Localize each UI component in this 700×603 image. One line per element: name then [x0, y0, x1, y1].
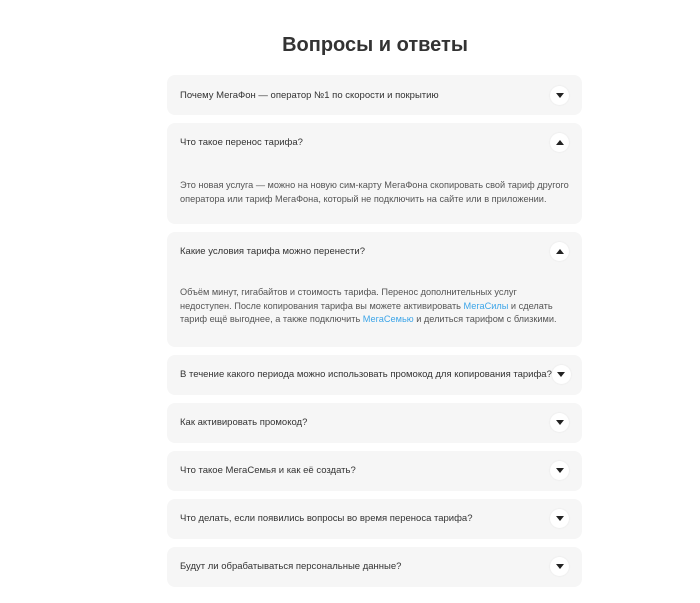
faq-item-megasemya — [167, 451, 582, 491]
chevron-up-icon[interactable] — [550, 242, 569, 261]
faq-question-text: Какие условия тарифа можно перенести? — [180, 246, 365, 257]
answer-text-part: Объём минут, гигабайтов и стоимость тарифа. Перенос дополнительных услуг недоступен. После копирования тарифа вы можете активировать — [180, 287, 517, 311]
faq-question-text: Будут ли обрабатываться персональные данные? — [180, 561, 402, 572]
chevron-down-icon[interactable] — [550, 413, 569, 432]
faq-answer-transfer — [167, 162, 582, 224]
faq-answer-text — [180, 286, 569, 327]
faq-question-text: Как активировать промокод? — [180, 417, 308, 428]
faq-question-promo-period[interactable] — [167, 355, 582, 395]
answer-text-part: и делиться тарифом с близкими. — [413, 314, 557, 324]
megasily-link[interactable]: МегаСилы — [463, 300, 509, 311]
page-title: Вопросы и ответы — [282, 34, 468, 56]
faq-item-questions-during-transfer — [167, 499, 582, 539]
chevron-down-icon[interactable] — [550, 461, 569, 480]
faq-question-text: В течение какого периода можно использовать промокод для копирования тарифа? — [180, 369, 552, 380]
chevron-down-icon[interactable] — [550, 557, 569, 576]
faq-item-transfer — [167, 123, 582, 224]
faq-answer-conditions — [167, 271, 582, 347]
faq-answer-text: Это новая услуга — можно на новую сим-карту МегаФона скопировать свой тариф другого оператора или тариф МегаФона, который не подключить на сайте или в приложении. — [180, 180, 569, 204]
faq-item-operator — [167, 75, 582, 115]
faq-question-conditions[interactable] — [167, 232, 582, 271]
chevron-up-icon[interactable] — [550, 133, 569, 152]
chevron-down-icon[interactable] — [550, 86, 569, 105]
faq-question-megasemya[interactable] — [167, 451, 582, 491]
faq-item-activate-promo — [167, 403, 582, 443]
answer-text-part: и сделать тариф ещё выгоднее, а также подключить — [180, 300, 553, 324]
faq-question-personal-data[interactable] — [167, 547, 582, 587]
faq-question-text: Почему МегаФон — оператор №1 по скорости и покрытию — [180, 89, 439, 101]
faq-question-text: Что делать, если появились вопросы во время переноса тарифа? — [180, 513, 473, 524]
faq-question-text: Что такое перенос тарифа? — [180, 137, 303, 148]
chevron-down-icon[interactable] — [552, 365, 571, 384]
faq-question-activate-promo[interactable] — [167, 403, 582, 443]
faq-item-personal-data — [167, 547, 582, 587]
faq-accordion — [167, 75, 582, 595]
faq-question-questions-during-transfer[interactable] — [167, 499, 582, 539]
chevron-down-icon[interactable] — [550, 509, 569, 528]
faq-item-promo-period — [167, 355, 582, 395]
faq-question-text: Что такое МегаСемья и как её создать? — [180, 465, 356, 476]
faq-question-transfer[interactable] — [167, 123, 582, 162]
faq-question-operator[interactable] — [167, 75, 582, 115]
megasemya-link[interactable]: МегаСемью — [362, 314, 414, 324]
faq-item-conditions — [167, 232, 582, 347]
